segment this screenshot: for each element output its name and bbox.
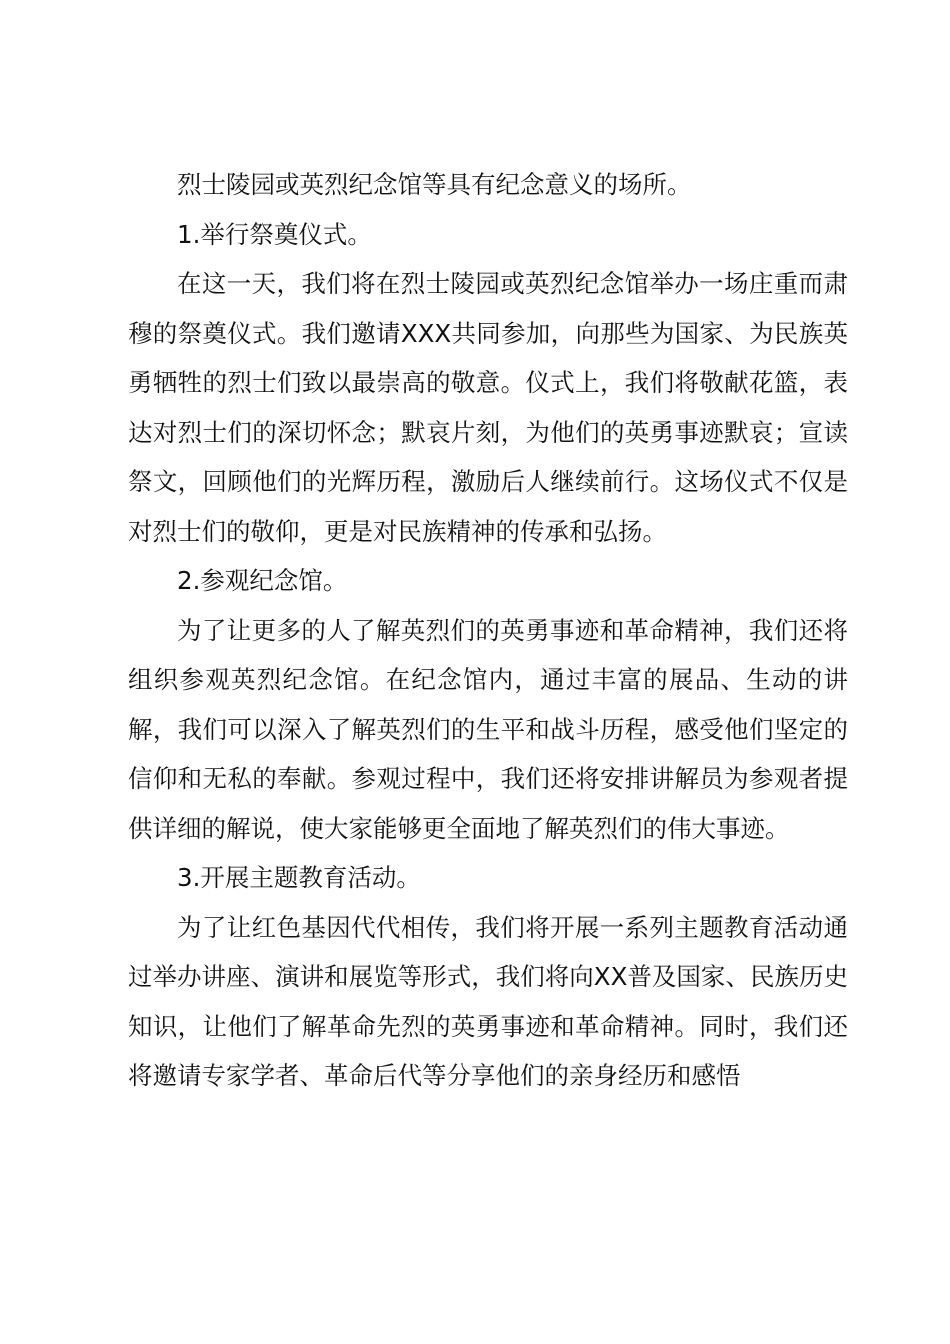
heading-visit-memorial-hall: 2.参观纪念馆。	[177, 566, 348, 595]
paragraph-visit-memorial-hall: 为了让更多的人了解英烈们的英勇事迹和革命精神，我们还将组织参观英烈纪念馆。在纪念馆内，通过丰富的展品、生动的讲解，我们可以深入了解英烈们的生平和战斗历程，感受他们坚定的信仰和无私的奉献。参观过程中，我们还将安排讲解员为参观者提供详细的解说，使大家能够更全面地了解英烈们的伟大事迹。	[128, 615, 848, 843]
document-body	[128, 160, 848, 1101]
heading-memorial-ceremony: 1.举行祭奠仪式。	[177, 219, 372, 249]
heading-theme-education: 3.开展主题教育活动。	[177, 863, 421, 892]
paragraph-venue: 烈士陵园或英烈纪念馆等具有纪念意义的场所。	[177, 170, 692, 199]
paragraph-theme-education: 为了让红色基因代代相传，我们将开展一系列主题教育活动通过举办讲座、演讲和展览等形式，我们将向XX普及国家、民族历史知识，让他们了解革命先烈的英勇事迹和革命精神。同时，我们还将邀请专家学者、革命后代等分享他们的亲身经历和感悟	[128, 912, 848, 1090]
paragraph-memorial-ceremony: 在这一天，我们将在烈士陵园或英烈纪念馆举办一场庄重而肃穆的祭奠仪式。我们邀请XXX共同参加，向那些为国家、为民族英勇牺牲的烈士们致以最崇高的敬意。仪式上，我们将敬献花篮，表达对烈士们的深切怀念；默哀片刻，为他们的英勇事迹默哀；宣读祭文，回顾他们的光辉历程，激励后人继续前行。这场仪式不仅是对烈士们的敬仰，更是对民族精神的传承和弘扬。	[128, 269, 848, 546]
